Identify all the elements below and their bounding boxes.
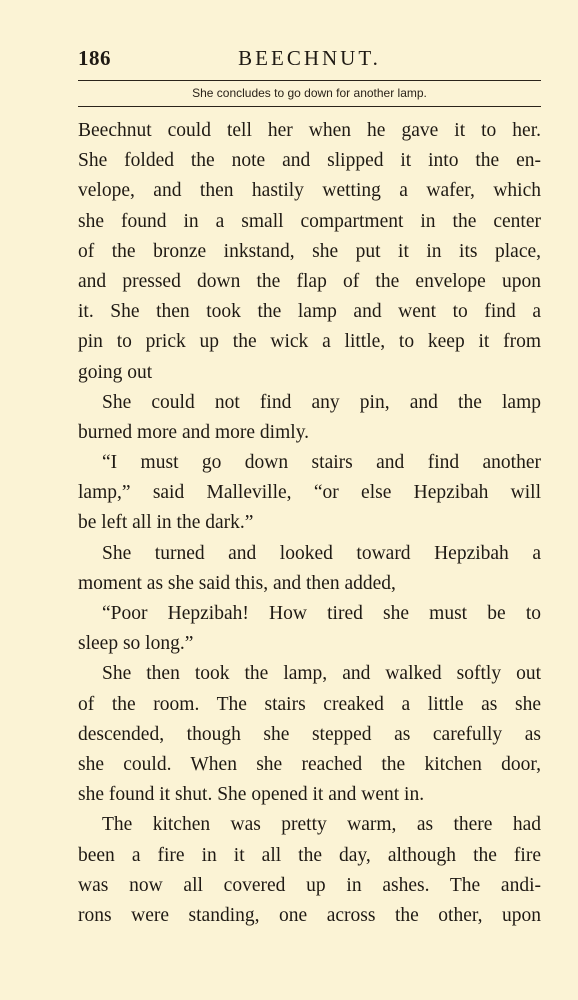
header-rule-bottom bbox=[78, 106, 541, 107]
text-line: rons were standing, one across the other, upon bbox=[78, 904, 541, 926]
text-line: sleep so long.” bbox=[78, 633, 194, 655]
text-line: velope, and then hastily wetting a wafer, which bbox=[78, 180, 541, 202]
text-line: was now all covered up in ashes. The andi- bbox=[78, 874, 541, 896]
text-line: of the room. The stairs creaked a little as she bbox=[78, 693, 541, 715]
text-line: She folded the note and slipped it into the en- bbox=[78, 150, 541, 172]
running-head bbox=[78, 46, 541, 72]
body-text bbox=[78, 116, 541, 931]
text-line: The kitchen was pretty warm, as there had bbox=[102, 814, 541, 836]
text-line: and pressed down the flap of the envelope upon bbox=[78, 270, 541, 292]
text-line: she could. When she reached the kitchen door, bbox=[78, 753, 541, 775]
text-line: been a fire in it all the day, although the fire bbox=[78, 844, 541, 866]
text-line: burned more and more dimly. bbox=[78, 421, 310, 443]
text-line: moment as she said this, and then added, bbox=[78, 572, 396, 594]
text-line: of the bronze inkstand, she put it in its place, bbox=[78, 240, 541, 262]
text-line: “I must go down stairs and find another bbox=[102, 452, 541, 474]
text-line: lamp,” said Malleville, “or else Hepzibah will bbox=[78, 482, 541, 504]
header-rule-top bbox=[78, 80, 541, 81]
text-line: She turned and looked toward Hepzibah a bbox=[102, 542, 541, 564]
text-line: it. She then took the lamp and went to find a bbox=[78, 301, 541, 323]
text-line: pin to prick up the wick a little, to keep it from bbox=[78, 331, 541, 353]
text-line: going out bbox=[78, 361, 153, 383]
text-line: she found it shut. She opened it and went in. bbox=[78, 784, 425, 806]
running-title: BEECHNUT. bbox=[238, 46, 381, 70]
text-line: descended, though she stepped as carefully as bbox=[78, 723, 541, 745]
chapter-caption: She concludes to go down for another lamp. bbox=[192, 86, 427, 100]
page-number: 186 bbox=[78, 46, 111, 70]
text-line: be left all in the dark.” bbox=[78, 512, 254, 534]
text-line: She then took the lamp, and walked softly out bbox=[102, 663, 541, 685]
text-line: “Poor Hepzibah! How tired she must be to bbox=[102, 603, 541, 624]
text-line: she found in a small compartment in the center bbox=[78, 210, 541, 232]
text-line: She could not find any pin, and the lamp bbox=[102, 391, 541, 413]
text-line: Beechnut could tell her when he gave it to her. bbox=[78, 120, 541, 141]
